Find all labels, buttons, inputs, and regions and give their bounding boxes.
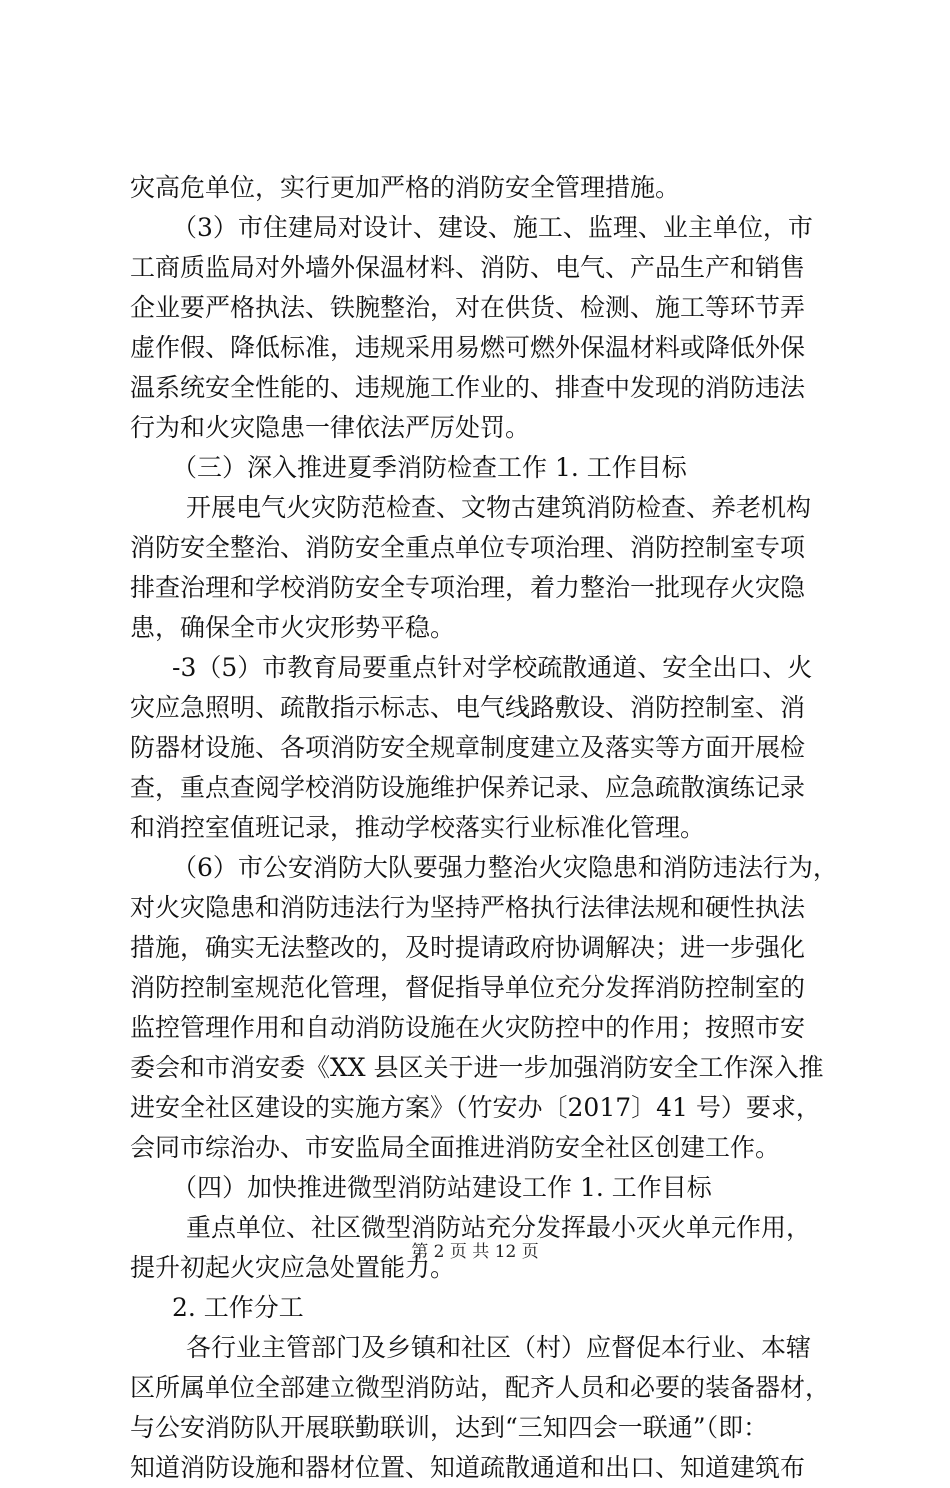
text-line: 各行业主管部门及乡镇和社区（村）应督促本行业、本辖 <box>186 1333 812 1362</box>
document-body <box>130 168 838 1488</box>
text-line: 排查治理和学校消防安全专项治理，着力整治一批现存火灾隐 <box>130 573 806 602</box>
text-line: -3（5）市教育局要重点针对学校疏散通道、安全出口、火 <box>172 653 813 682</box>
text-line: 提升初起火灾应急处置能力。 <box>130 1253 456 1282</box>
text-line: 虚作假、降低标准，违规采用易燃可燃外保温材料或降低外保 <box>130 333 806 362</box>
text-line: 委会和市消安委《XX 县区关于进一步加强消防安全工作深入推 <box>130 1053 824 1082</box>
text-line: 患，确保全市火灾形势平稳。 <box>130 613 456 642</box>
page-footer: 第 2 页 共 12 页 <box>411 1242 539 1262</box>
text-line: 和消控室值班记录，推动学校落实行业标准化管理。 <box>130 813 706 842</box>
text-line: 重点单位、社区微型消防站充分发挥最小灭火单元作用， <box>186 1213 812 1242</box>
text-line: （三）深入推进夏季消防检查工作 1. 工作目标 <box>172 453 687 482</box>
text-line: 知道消防设施和器材位置、知道疏散通道和出口、知道建筑布 <box>130 1453 806 1482</box>
text-line: 与公安消防队开展联勤联训，达到“三知四会一联通”（即： <box>130 1413 769 1442</box>
text-line: 防器材设施、各项消防安全规章制度建立及落实等方面开展检 <box>130 733 806 762</box>
text-line: 2. 工作分工 <box>172 1293 304 1322</box>
text-line: 查，重点查阅学校消防设施维护保养记录、应急疏散演练记录 <box>130 773 806 802</box>
text-line: 措施，确实无法整改的，及时提请政府协调解决；进一步强化 <box>130 933 806 962</box>
text-line: 监控管理作用和自动消防设施在火灾防控中的作用；按照市安 <box>130 1013 806 1042</box>
text-line: 灾高危单位，实行更加严格的消防安全管理措施。 <box>130 173 681 202</box>
text-line: 企业要严格执法、铁腕整治，对在供货、检测、施工等环节弄 <box>130 293 806 322</box>
text-line: 区所属单位全部建立微型消防站，配齐人员和必要的装备器材， <box>130 1373 831 1402</box>
text-line: 对火灾隐患和消防违法行为坚持严格执行法律法规和硬性执法 <box>130 893 806 922</box>
text-line: 开展电气火灾防范检查、文物古建筑消防检查、养老机构 <box>186 493 812 522</box>
text-line: 工商质监局对外墙外保温材料、消防、电气、产品生产和销售 <box>130 253 806 282</box>
text-line: 消防安全整治、消防安全重点单位专项治理、消防控制室专项 <box>130 533 806 562</box>
text-line: 温系统安全性能的、违规施工作业的、排查中发现的消防违法 <box>130 373 806 402</box>
text-line: 进安全社区建设的实施方案》（竹安办〔2017〕41 号）要求， <box>130 1093 821 1122</box>
text-line: 灾应急照明、疏散指示标志、电气线路敷设、消防控制室、消 <box>130 693 806 722</box>
text-line: （3）市住建局对设计、建设、施工、监理、业主单位，市 <box>172 213 813 242</box>
text-line: （6）市公安消防大队要强力整治火灾隐患和消防违法行为， <box>172 853 838 882</box>
text-line: 会同市综治办、市安监局全面推进消防安全社区创建工作。 <box>130 1133 781 1162</box>
text-line: 行为和火灾隐患一律依法严厉处罚。 <box>130 413 531 442</box>
text-line: （四）加快推进微型消防站建设工作 1. 工作目标 <box>172 1173 712 1202</box>
text-line: 消防控制室规范化管理，督促指导单位充分发挥消防控制室的 <box>130 973 806 1002</box>
